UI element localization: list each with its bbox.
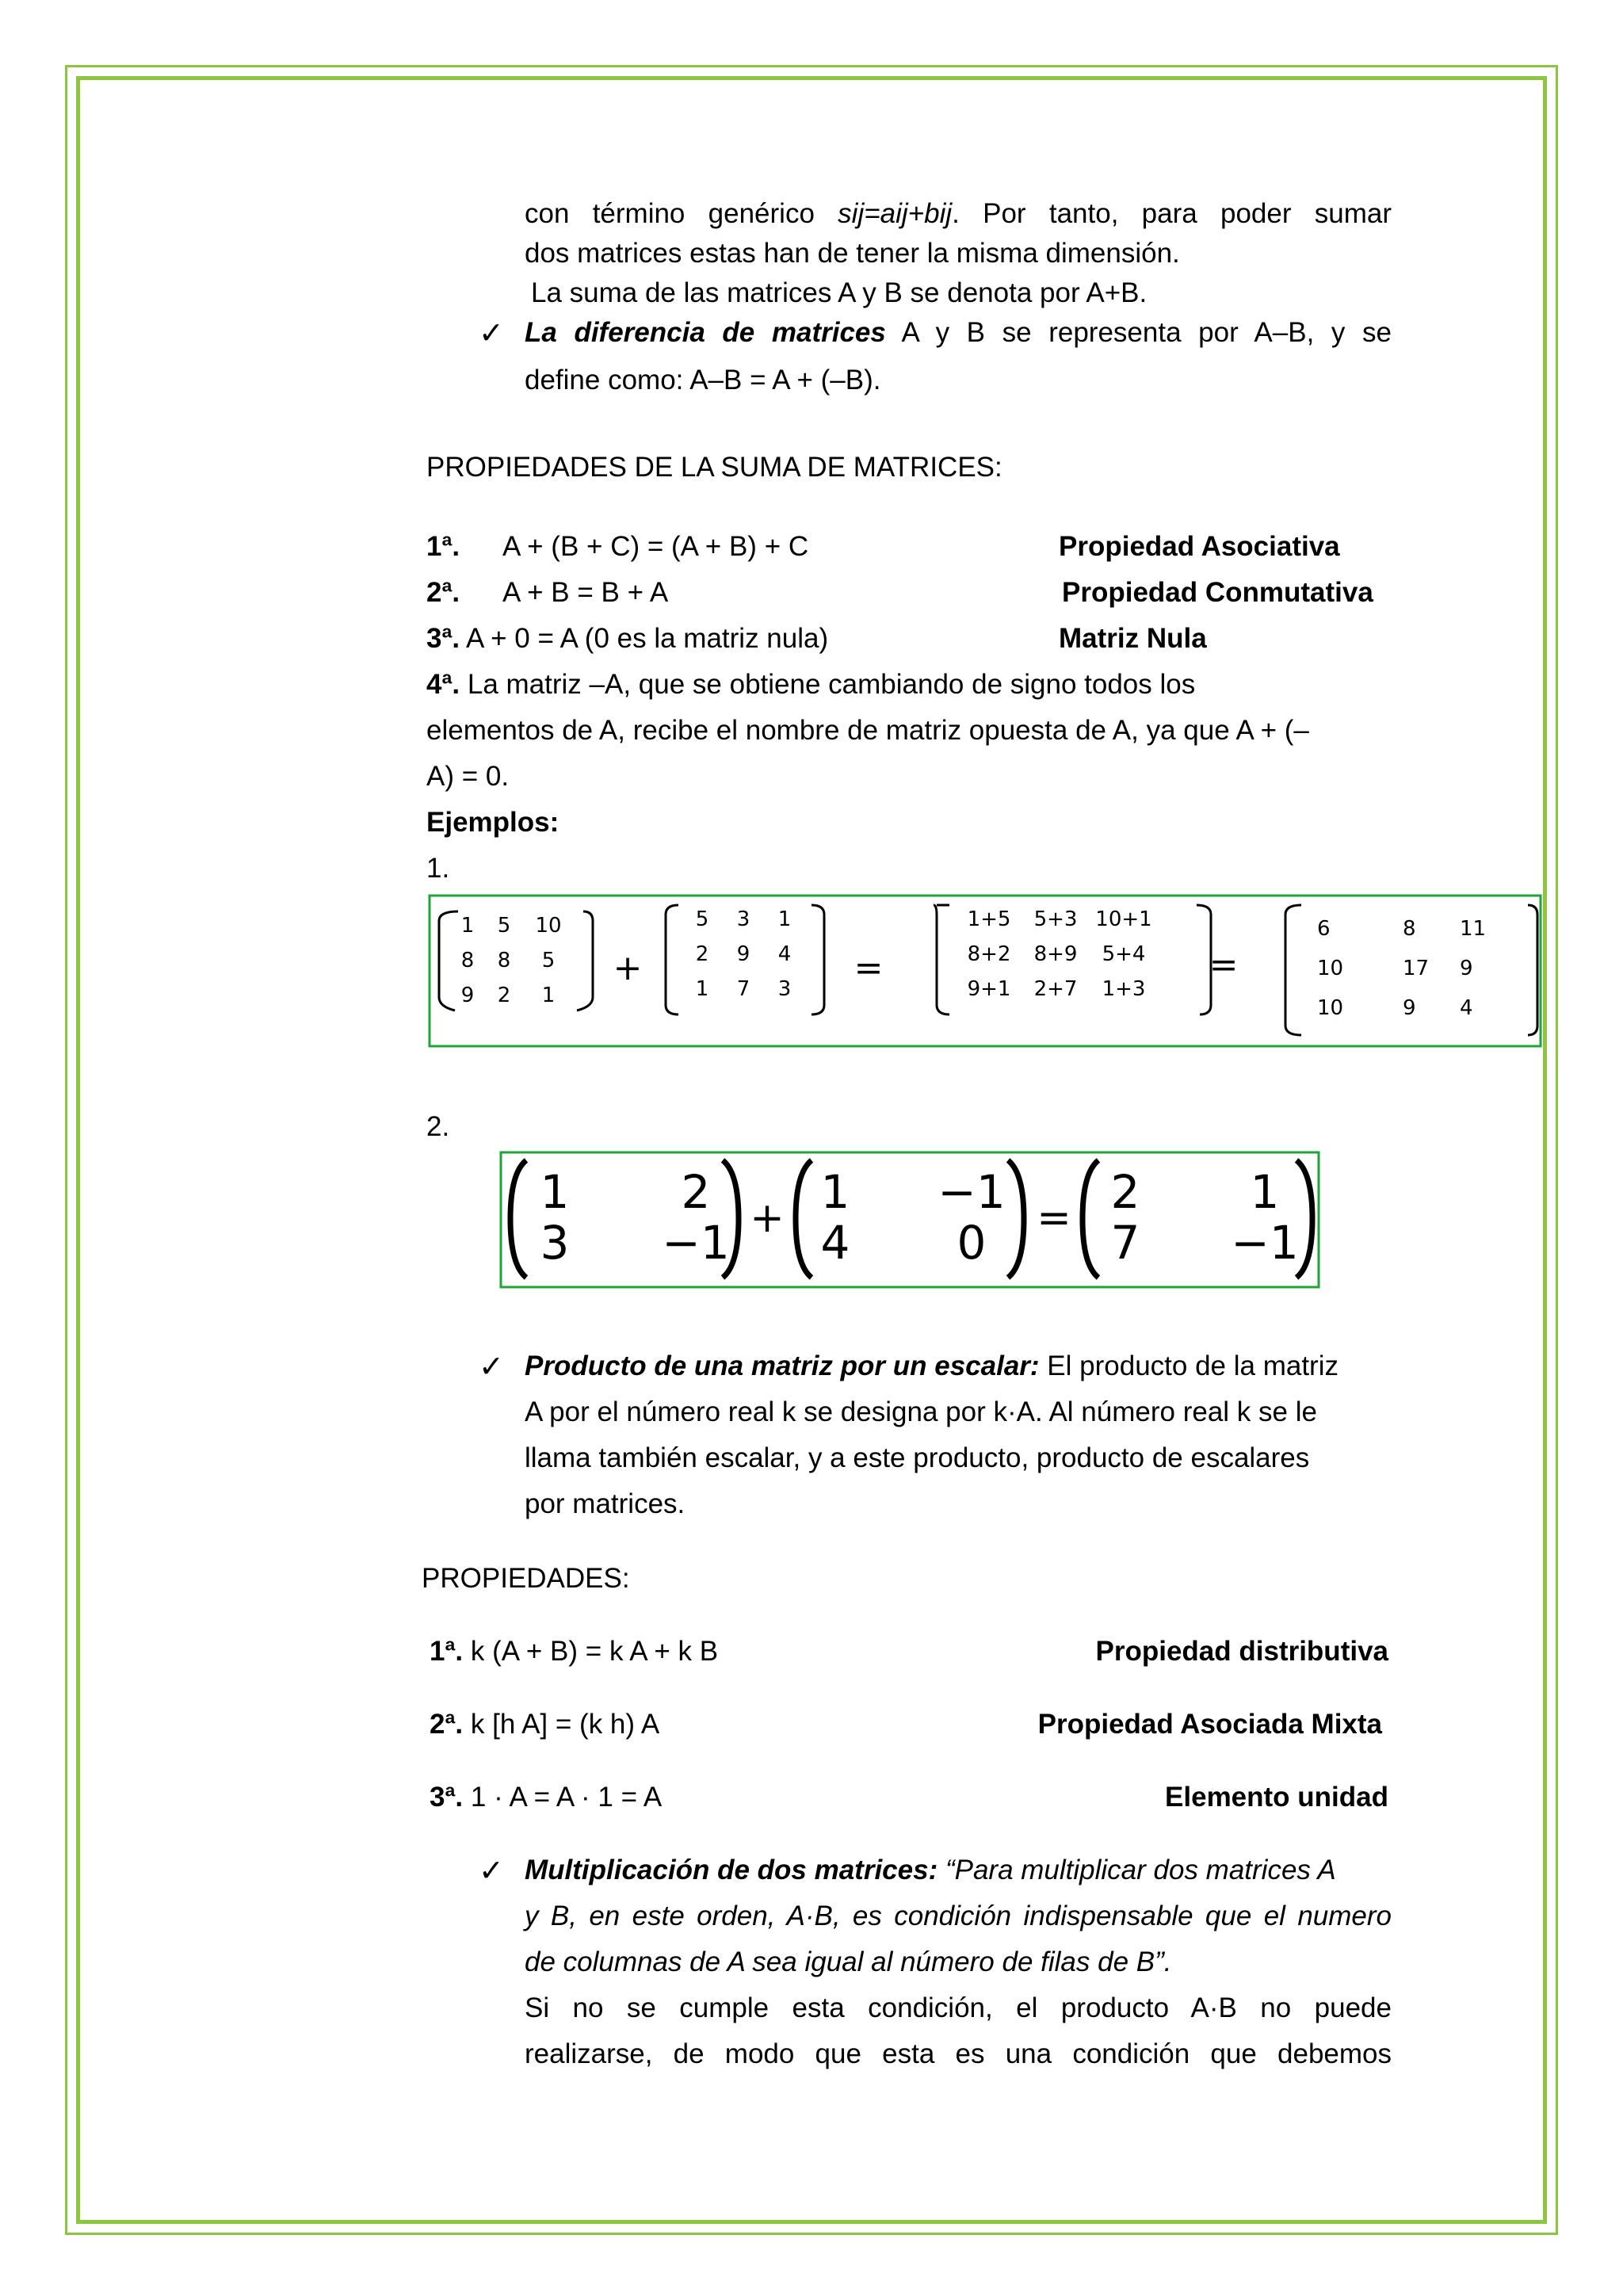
matrix-result-cell: 9 — [1460, 957, 1473, 980]
matrix-a-cell: 5 — [541, 949, 556, 972]
matrix-sum-cell: 2+7 — [1033, 977, 1078, 1001]
equals-sign: = — [1209, 945, 1239, 985]
matrix-result-cell: 4 — [1460, 996, 1473, 1020]
matrix-b-cell: 9 — [736, 942, 750, 966]
intro-line-1: con término genérico sij=aij+bij. Por tanto, para poder sumar — [525, 198, 1392, 229]
scalar-line-3: llama también escalar, y a este producto, producto de escalares — [525, 1442, 1310, 1473]
matrix-result-cell: 2 — [1110, 1165, 1140, 1219]
examples-label: Ejemplos: — [426, 807, 559, 838]
matrix-sum-cell: 10+1 — [1095, 907, 1152, 931]
mult-line-1: Multiplicación de dos matrices: “Para multiplicar dos matrices A — [525, 1855, 1336, 1885]
matrix-result-cell: 9 — [1403, 996, 1416, 1020]
sum-prop-1-formula: A + (B + C) = (A + B) + C — [502, 531, 809, 562]
checkmark-icon: ✓ — [479, 1349, 504, 1384]
matrix-result-cell: −1 — [1231, 1216, 1299, 1270]
checkmark-icon: ✓ — [479, 1853, 504, 1888]
matrix-sum-cell: 8+2 — [967, 942, 1011, 966]
matrix-sum-cell: 8+9 — [1033, 942, 1078, 966]
matrix-a-cell: 10 — [535, 914, 562, 938]
matrix-sum-cell: 9+1 — [967, 977, 1011, 1001]
matrix-result-cell: 11 — [1460, 917, 1487, 941]
example-2-frame — [501, 1152, 1319, 1287]
matrix-sum-cell: 5+3 — [1033, 907, 1078, 931]
sum-prop-1-num: 1ª. — [426, 531, 460, 562]
example-2-label: 2. — [426, 1111, 450, 1142]
intro-line-3: La suma de las matrices A y B se denota por A+B. — [531, 277, 1148, 308]
matrix-result-cell: 10 — [1317, 996, 1344, 1020]
sum-prop-2-num: 2ª. — [426, 577, 460, 608]
matrix-b-cell: 0 — [957, 1216, 987, 1270]
example-2-figure — [499, 1151, 1320, 1289]
sum-prop-2-formula: A + B = B + A — [502, 577, 669, 608]
sum-prop-4-line-1: 4ª. La matriz –A, que se obtiene cambiando de signo todos los — [426, 669, 1196, 700]
scalar-prop-3: 3ª. 1 · A = A · 1 = A — [430, 1782, 663, 1813]
scalar-props-heading: PROPIEDADES: — [422, 1563, 630, 1594]
matrix-sum-cell: 1+3 — [1102, 977, 1146, 1001]
matrix-b-cell: 5 — [695, 907, 709, 931]
matrix-a-cell: 9 — [460, 984, 475, 1007]
checkmark-icon: ✓ — [479, 315, 504, 350]
sum-prop-1-name: Propiedad Asociativa — [1059, 531, 1340, 562]
mult-line-2: y B, en este orden, A·B, es condición indispensable que el numero — [525, 1901, 1392, 1931]
matrix-b-cell: 2 — [695, 942, 709, 966]
matrix-b-cell: 4 — [820, 1216, 850, 1270]
scalar-line-4: por matrices. — [525, 1488, 685, 1519]
matrix-b-cell: −1 — [938, 1165, 1006, 1219]
matrix-b-cell: 4 — [777, 942, 792, 966]
plus-sign: + — [750, 1194, 785, 1242]
intro-line-2: dos matrices estas han de tener la misma dimensión. — [525, 238, 1180, 269]
scalar-prop-1: 1ª. k (A + B) = k A + k B — [430, 1636, 719, 1667]
sum-props-heading: PROPIEDADES DE LA SUMA DE MATRICES: — [426, 452, 1002, 483]
mult-line-4: Si no se cumple esta condición, el producto A·B no puede — [525, 1992, 1392, 2023]
matrix-result-cell: 7 — [1110, 1216, 1140, 1270]
matrix-a-cell: 2 — [497, 984, 511, 1007]
scalar-prop-1-name: Propiedad distributiva — [1095, 1636, 1388, 1667]
scalar-line-2: A por el número real k se designa por k·A. Al número real k se le — [525, 1396, 1317, 1427]
matrix-b-cell: 1 — [777, 907, 792, 931]
equals-sign: = — [1037, 1194, 1071, 1242]
matrix-b-cell: 3 — [736, 907, 750, 931]
equals-sign: = — [854, 948, 884, 988]
matrix-a-cell: 8 — [460, 949, 475, 972]
matrix-result-cell: 8 — [1403, 917, 1416, 941]
diff-line-2: define como: A–B = A + (–B). — [525, 365, 881, 395]
matrix-result-cell: 10 — [1317, 957, 1344, 980]
matrix-result-cell: 17 — [1403, 957, 1430, 980]
example-1-figure — [428, 894, 1544, 1049]
sum-prop-2-name: Propiedad Conmutativa — [1062, 577, 1373, 608]
diff-line-1: La diferencia de matrices A y B se representa por A–B, y se — [525, 317, 1392, 348]
matrix-a-cell: 3 — [540, 1216, 570, 1270]
matrix-b-cell: 7 — [736, 977, 750, 1001]
matrix-sum-cell: 1+5 — [967, 907, 1011, 931]
scalar-line-1: Producto de una matriz por un escalar: El producto de la matriz — [525, 1350, 1338, 1381]
sum-prop-4-line-2: elementos de A, recibe el nombre de matriz opuesta de A, ya que A + (– — [426, 715, 1309, 746]
scalar-prop-2: 2ª. k [h A] = (k h) A — [430, 1709, 660, 1740]
sum-prop-3: 3ª. A + 0 = A (0 es la matriz nula) — [426, 623, 829, 654]
matrix-a-cell: 5 — [497, 914, 511, 938]
matrix-b-cell: 3 — [777, 977, 792, 1001]
mult-line-5: realizarse, de modo que esta es una condición que debemos — [525, 2038, 1392, 2069]
matrix-a-cell: 1 — [540, 1165, 570, 1219]
mult-line-3: de columnas de A sea igual al número de filas de B”. — [525, 1946, 1172, 1977]
matrix-a-cell: 8 — [497, 949, 511, 972]
scalar-prop-2-name: Propiedad Asociada Mixta — [1037, 1709, 1382, 1740]
matrix-b-cell: 1 — [820, 1165, 850, 1219]
sum-prop-3-name: Matriz Nula — [1059, 623, 1207, 654]
scalar-prop-3-name: Elemento unidad — [1165, 1782, 1388, 1813]
matrix-b-cell: 1 — [695, 977, 709, 1001]
matrix-a-cell: −1 — [662, 1216, 730, 1270]
matrix-a-cell: 1 — [541, 984, 556, 1007]
matrix-sum-cell: 5+4 — [1102, 942, 1146, 966]
plus-sign: + — [613, 948, 643, 988]
sum-prop-4-line-3: A) = 0. — [426, 761, 510, 792]
matrix-a-cell: 2 — [681, 1165, 711, 1219]
matrix-a-cell: 1 — [460, 914, 475, 938]
example-1-label: 1. — [426, 853, 450, 884]
matrix-result-cell: 6 — [1317, 917, 1331, 941]
matrix-result-cell: 1 — [1250, 1165, 1280, 1219]
